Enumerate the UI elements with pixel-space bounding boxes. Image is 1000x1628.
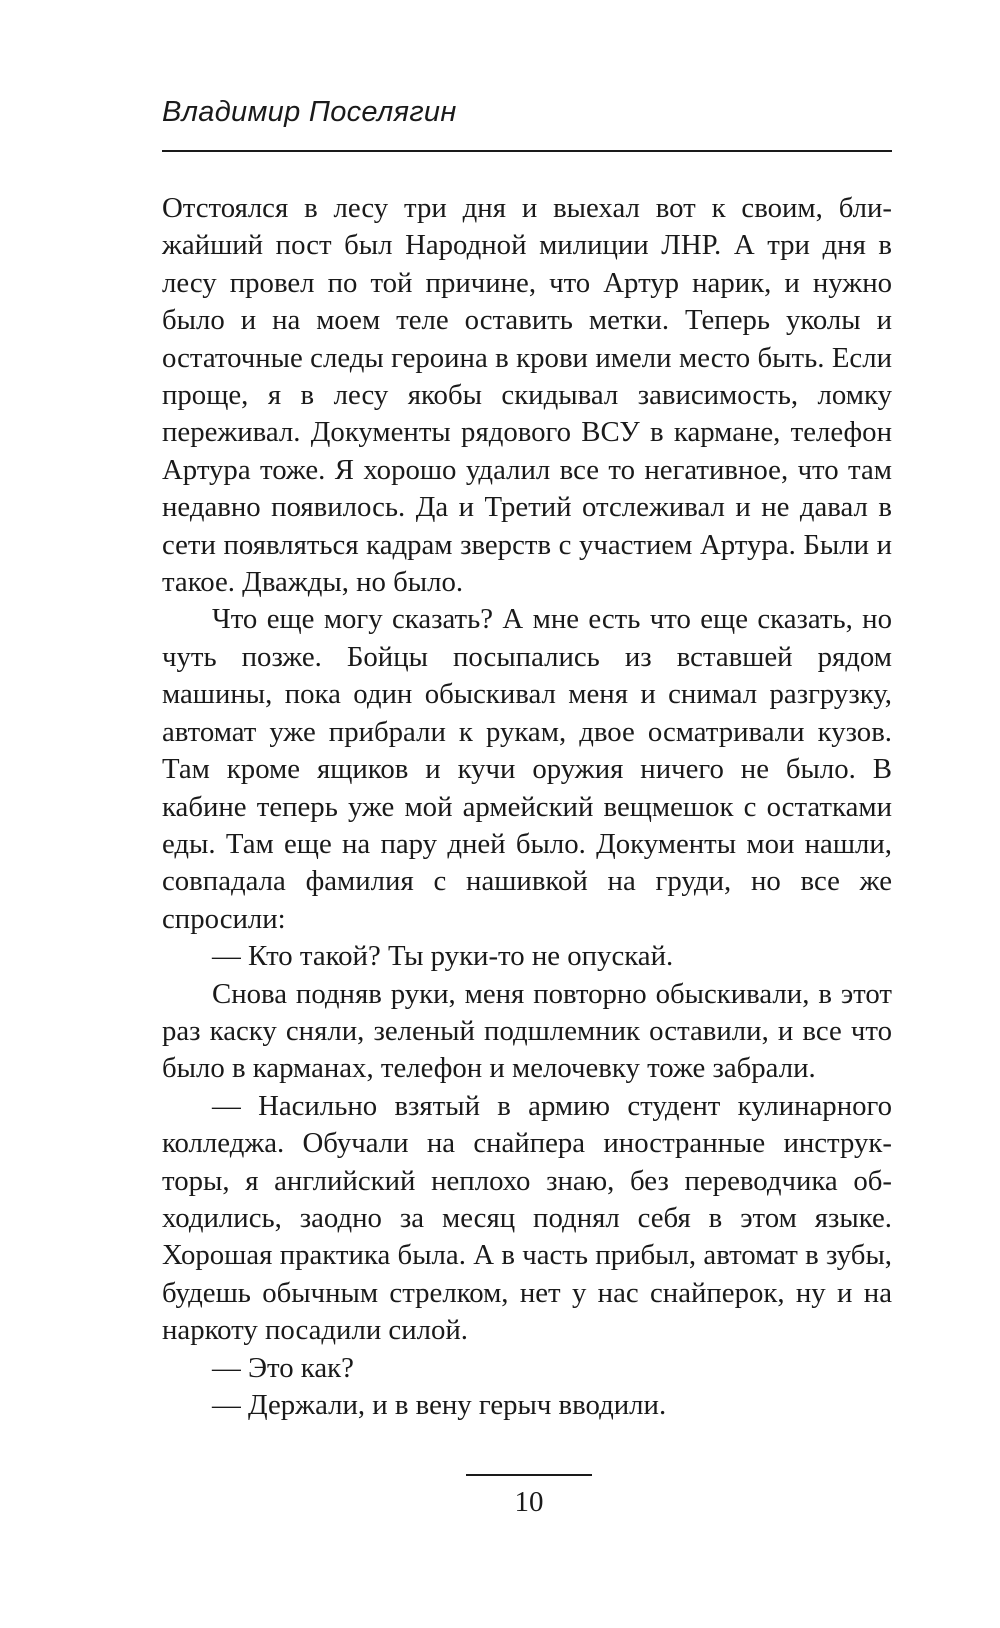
header-divider bbox=[162, 150, 892, 152]
running-head-author: Владимир Поселягин bbox=[162, 96, 457, 128]
body-text bbox=[162, 190, 892, 1424]
paragraph: Снова подняв руки, меня повторно обыскивали, в этот раз каску сняли, зеленый подшлемник оставили, и все что было в карманах, телефон и мелочевку тоже забрали. bbox=[162, 977, 892, 1085]
paragraph: Отстоялся в лесу три дня и выехал вот к своим, ближайший пост был Народной милиции ЛНР. А три дня в лесу провел по той причине, что Артур нарик, и нужно было и на моем теле оставить метки. Теперь уколы и остаточные следы героина в крови имели место быть. Если проще, я в лесу якобы скидывал зависимость, ломку переживал. Документы рядового ВСУ в кармане, телефон Артура тоже. Я хорошо удалил все то негативное, что там недавно появилось. Да и Третий отслеживал и не давал в сети появляться кадрам зверств с участием Артура. Были и такое. Дважды, но было. bbox=[162, 192, 892, 599]
paragraph: Что еще могу сказать? А мне есть что еще сказать, но чуть позже. Бойцы посыпались из вставшей рядом машины, пока один обыскивал меня и снимал разгрузку, автомат уже прибрали к рукам, двое осматривали кузов. Там кроме ящиков и кучи оружия ничего не было. В кабине теперь уже мой армейский вещмешок с остатками еды. Там еще на пару дней было. Документы мои нашли, совпадала фамилия с нашивкой на груди, но все же спросили: bbox=[162, 603, 892, 935]
dialogue-line: — Кто такой? Ты руки-то не опускай. bbox=[212, 940, 674, 973]
footer-divider bbox=[466, 1474, 592, 1476]
dialogue-line: — Насильно взятый в армию студент кулинарного колледжа. Обучали на снайпера иностранные инструкторы, я английский неплохо знаю, без переводчика обходились, заодно за месяц поднял себя в этом языке. Хорошая практика была. А в часть прибыл, автомат в зубы, будешь обычным стрелком, нет у нас снайперок, ну и на наркоту посадили силой. bbox=[162, 1089, 892, 1347]
dialogue-line: — Это как? bbox=[212, 1351, 354, 1384]
dialogue-line: — Держали, и в вену герыч вводили. bbox=[212, 1389, 667, 1421]
page-number: 10 bbox=[514, 1486, 544, 1518]
